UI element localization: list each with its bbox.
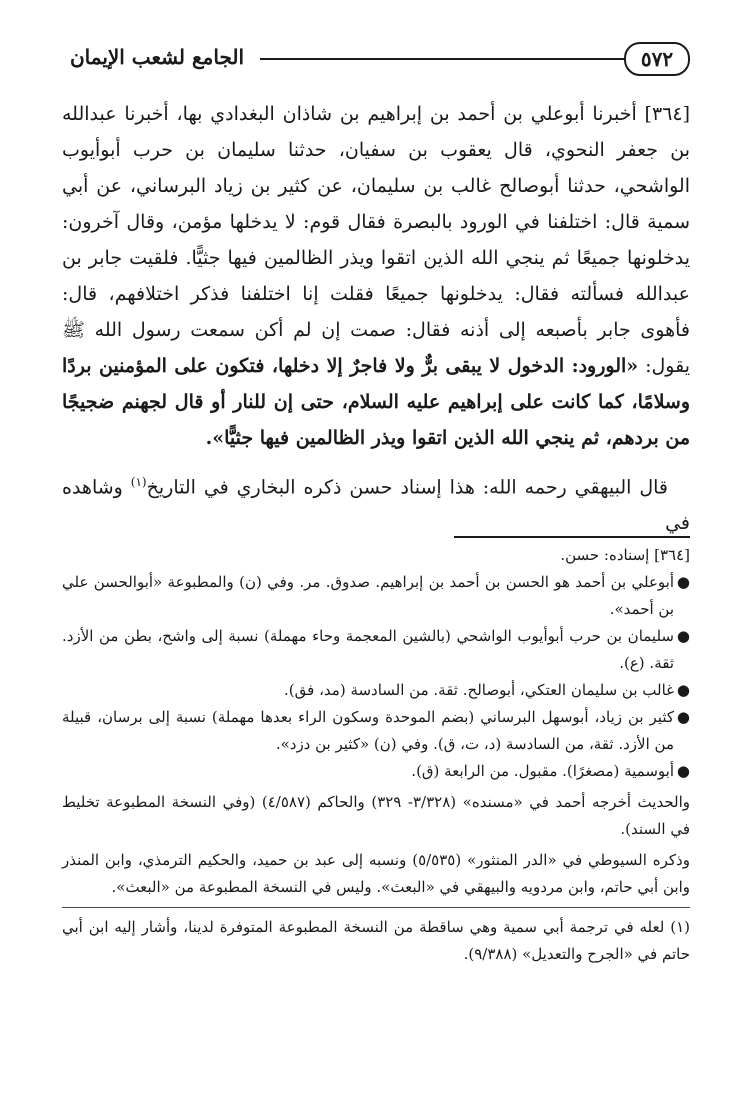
hadith-quote: «الورود: الدخول لا يبقى برٌّ ولا فاجرٌ إلا دخلها، فتكون على المؤمنين بردًا وسلامًا، كما كانت على إبراهيم عليه السلام، حتى إن للنار أو قال لجهنم ضجيجًا من بردهم، ثم ينجي الله xyxy=(62,355,690,449)
main-text xyxy=(62,96,690,541)
list-item-text: سليمان بن حرب أبوأيوب الواشحي (بالشين المعجمة وحاء مهملة) نسبة إلى واشح، بطن من الأزد. ثقة. (ع). xyxy=(62,627,674,672)
bayhaqi-comment-end: وشاهده في xyxy=(62,476,690,535)
bayhaqi-comment-text: قال البيهقي رحمه الله: هذا إسناد حسن ذكره البخاري في التاريخ xyxy=(146,476,669,499)
bullet-icon: ● xyxy=(676,681,690,699)
quran-verse: الذين اتقوا ويذر الظالمين فيها جثيًّا xyxy=(224,427,495,449)
footnote-separator xyxy=(454,536,690,538)
hadith-chain-text: أخبرنا أبوعلي بن أحمد بن إبراهيم بن شاذان البغدادي بها، أخبرنا عبدالله بن جعفر النحوي، قال يعقوب بن سفيان، حدثنا سليمان بن حرب أبوأيوب الواشحي، حدثنا أبوصالح غالب بن سليمان، عن كثير بن زياد البرساني، عن أبي سمية قال: اختلفنا في الورود بالبصرة فقال قوم: لا يدخلها مؤمن، وقال آخرون: يدخلونها جميعًا ثم ينجي الله الذين اتقوا ويذر الظالمين فيها جثيًّا. فلقيت جابر بن عبدالله فسألته فقال: يدخلونها جميعًا فقلت إنا اختلفنا فذكر اختلافهم، قال: فأهوى جابر بأصبعه إلى أذنه فقال: صمت إن لم أكن سمعت رسول الله ﷺ يقول: xyxy=(62,103,690,377)
hadith-number: [٣٦٤] xyxy=(644,103,690,125)
list-item-text: أبوعلي بن أحمد هو الحسن بن أحمد بن إبراهيم. صدوق. مر. وفي (ن) والمطبوعة «أبوالحسن علي بن أحمد». xyxy=(62,573,674,618)
list-item xyxy=(62,677,690,704)
narrator-list xyxy=(62,569,690,785)
list-item xyxy=(62,704,690,758)
bullet-icon: ● xyxy=(676,627,690,645)
list-item xyxy=(62,623,690,677)
bullet-icon: ● xyxy=(676,708,690,726)
footnote-reference: (١) xyxy=(130,475,147,489)
hadith-paragraph xyxy=(62,96,690,456)
notes-section xyxy=(62,542,690,968)
suyuti-paragraph: وذكره السيوطي في «الدر المنثور» (٥/٥٣٥) ونسبه إلى عبد بن حميد، والحكيم الترمذي، وابن المنذر وابن أبي حاتم، وابن مردويه والبيهقي في «البعث». وليس في النسخة المطبوعة من «البعث». xyxy=(62,851,690,896)
list-item-text: غالب بن سليمان العتكي، أبوصالح. ثقة. من السادسة (مد، فق). xyxy=(284,681,674,699)
page-number: ٥٧٢ xyxy=(624,42,690,76)
list-item-text: أبوسمية (مصغرًا). مقبول. من الرابعة (ق). xyxy=(411,762,674,780)
quote-end: ». xyxy=(205,427,225,449)
list-item-text: كثير بن زياد، أبوسهل البرساني (بضم الموحدة وسكون الراء بعدها مهملة) نسبة إلى برسان، قبيلة من الأزد. ثقة، من السادسة (د، ت، ق). وفي (ن) «كثير بن دزد». xyxy=(62,708,674,753)
takhrij-paragraph: والحديث أخرجه أحمد في «مسنده» (٣/٣٢٨- ٣٢٩) والحاكم (٤/٥٨٧) (وفي النسخة المطبوعة تخليط في السند). xyxy=(62,793,690,838)
book-title: الجامع لشعب الإيمان xyxy=(69,45,245,69)
list-item xyxy=(62,569,690,623)
page-header xyxy=(62,40,690,80)
notes-heading: [٣٦٤] إسناده: حسن. xyxy=(560,546,690,564)
bayhaqi-comment xyxy=(62,464,690,541)
footnote-1: (١) لعله في ترجمة أبي سمية وهي ساقطة من النسخة المطبوعة المتوفرة لدينا، وأشار إليه ابن أبي حاتم في «الجرح والتعديل» (٩/٣٨٨). xyxy=(62,907,690,968)
list-item xyxy=(62,758,690,785)
bullet-icon: ● xyxy=(676,573,690,591)
header-rule xyxy=(260,58,624,60)
bullet-icon: ● xyxy=(676,762,690,780)
